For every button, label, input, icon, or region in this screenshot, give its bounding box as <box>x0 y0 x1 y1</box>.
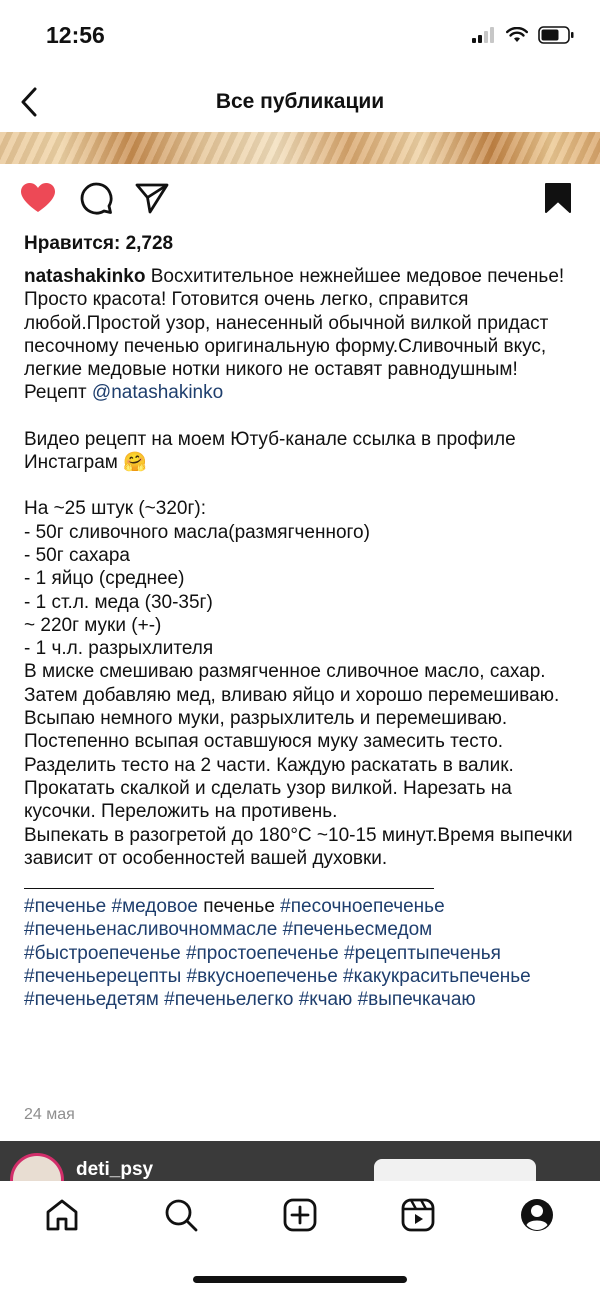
tab-reels[interactable] <box>398 1195 438 1235</box>
search-icon <box>164 1198 198 1232</box>
hashtag[interactable]: #печенье <box>24 896 107 918</box>
navigation-header <box>0 76 600 130</box>
hashtag[interactable]: #вкусноепеченье <box>186 966 338 988</box>
video-note: Видео рецепт на моем Ютуб-канале ссылка в профиле Инстаграм 🤗 <box>24 428 516 474</box>
signal-icon <box>472 27 496 43</box>
ingredients-list: На ~25 штук (~320г): - 50г сливочного масла(размягченного) - 50г сахара - 1 яйцо (среднее) - 1 ст.л. меда (30-35г) ~ 220г муки (+-) - 1 ч.л. разрыхлителя <box>24 498 370 660</box>
hashtags <box>24 895 584 1011</box>
hashtag-plain-text: печенье <box>197 896 281 918</box>
caption-intro <box>24 265 584 405</box>
next-post-username[interactable]: deti_psy <box>76 1159 154 1180</box>
hashtag[interactable]: #медовое <box>111 896 198 918</box>
comment-button[interactable] <box>78 180 114 216</box>
tab-home[interactable] <box>42 1195 82 1235</box>
hashtag[interactable]: #какукраситьпеченье <box>343 966 531 988</box>
heart-filled-icon <box>20 182 56 214</box>
caption-separator <box>24 888 434 889</box>
author-username[interactable]: natashakinko <box>24 266 146 287</box>
tab-bar <box>0 1181 600 1297</box>
hashtag[interactable]: #печеньенасливочноммасле <box>24 919 278 941</box>
post-date: 24 мая <box>24 1106 75 1123</box>
instructions-text: В миске смешиваю размягченное сливочное масло, сахар. Затем добавляю мед, вливаю яйцо и хорошо перемешиваю. Всыпаю немного муки, разрыхлитель и перемешиваю. Постепенно всыпая оставшуюся муку замесить тесто. Разделить тесто на 2 части. Каждую раскатать в валик. Прокатать скалкой и сделать узор вилкой. Нарезать на кусочки. Переложить на противень. <box>24 661 560 823</box>
send-icon <box>135 182 169 214</box>
hashtag[interactable]: #простоепеченье <box>185 942 339 964</box>
battery-icon <box>538 26 574 44</box>
next-post-preview[interactable] <box>0 1141 600 1181</box>
author-mention[interactable]: @natashakinko <box>91 382 224 404</box>
hashtag[interactable]: #печеньелегко <box>164 989 294 1011</box>
wifi-icon <box>506 27 528 43</box>
create-icon <box>283 1198 317 1232</box>
post-actions <box>0 178 600 222</box>
profile-icon <box>519 1197 555 1233</box>
hashtag[interactable]: #песочноепеченье <box>280 896 445 918</box>
tab-profile[interactable] <box>517 1195 557 1235</box>
caption-text: Восхитительное нежнейшее медовое печенье! Просто красота! Готовится очень легко, справится любой.Простой узор, нанесенный обычной вилкой придаст песочному печенью оригинальную форму.Сливочный вкус, легкие медовые нотки никого не оставят равнодушным! Рецепт <box>24 266 565 404</box>
hashtag[interactable]: #выпечкачаю <box>357 989 476 1011</box>
status-time: 12:56 <box>46 22 105 48</box>
tab-create[interactable] <box>280 1195 320 1235</box>
hashtag[interactable]: #быстроепеченье <box>24 942 181 964</box>
status-icons <box>472 26 574 44</box>
hashtag[interactable]: #рецептыпеченья <box>344 942 501 964</box>
like-button[interactable] <box>20 180 56 216</box>
share-button[interactable] <box>134 180 170 216</box>
reels-icon <box>401 1198 435 1232</box>
avatar[interactable] <box>10 1153 64 1181</box>
bookmark-filled-icon <box>544 182 572 214</box>
post-photo[interactable] <box>0 132 600 164</box>
hashtag[interactable]: #печеньесмедом <box>282 919 433 941</box>
save-button[interactable] <box>540 180 576 216</box>
next-post-button[interactable] <box>374 1159 536 1181</box>
page-title: Все публикации <box>215 90 385 113</box>
hashtag[interactable]: #печеньедетям <box>24 989 159 1011</box>
tab-search[interactable] <box>161 1195 201 1235</box>
status-bar <box>0 0 600 70</box>
post-caption <box>24 265 584 1012</box>
baking-text: Выпекать в разогретой до 180°C ~10-15 минут.Время выпечки зависит от особенностей вашей духовки. <box>24 824 573 869</box>
hashtag[interactable]: #печеньерецепты <box>24 966 182 988</box>
likes-count[interactable]: Нравится: 2,728 <box>24 233 174 254</box>
hashtag[interactable]: #кчаю <box>298 989 353 1011</box>
comment-icon <box>79 181 113 215</box>
home-icon <box>45 1198 79 1232</box>
home-indicator[interactable] <box>193 1276 407 1283</box>
